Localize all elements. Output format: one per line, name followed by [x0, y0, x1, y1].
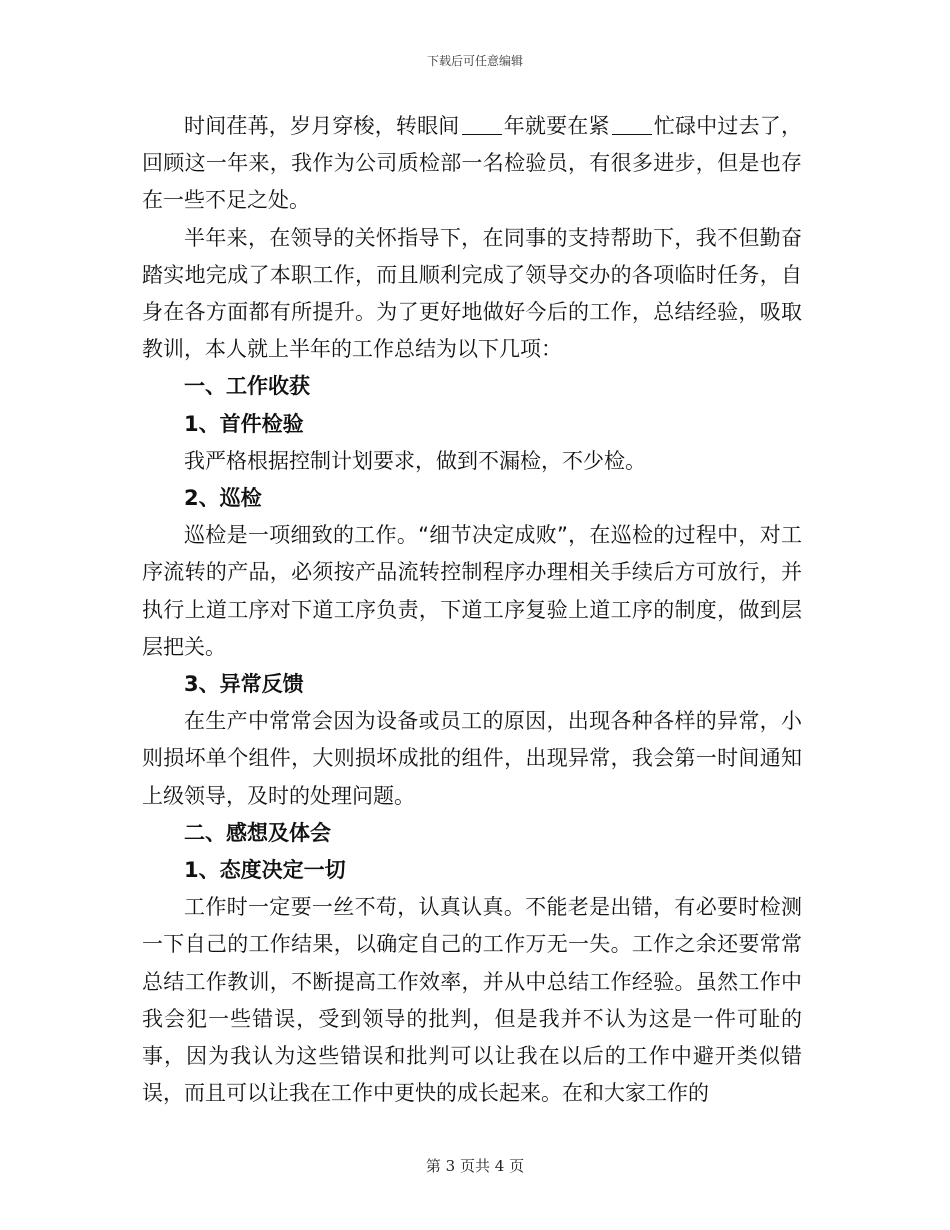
subheading-attitude: 1、态度决定一切 [184, 858, 346, 883]
paragraph-overview: 半年来，在领导的关怀指导下，在同事的支持帮助下，我不但勤奋踏实地完成了本职工作，而且顺利完成了领导交办的各项临时任务，自身在各方面都有所提升。为了更好地做好今后的工作，总结经验，吸取教训，本人就上半年的工作总结为以下几项： [142, 225, 802, 362]
blank-underline-2 [612, 113, 652, 135]
blank-underline-1 [462, 113, 502, 135]
paragraph-intro-part-1: 时间荏苒，岁月穿梭，转眼间 [184, 114, 460, 138]
paragraph-intro-part-3: 忙碌中过去了，回顾这一年来，我作为公司质检部一名检验员，有很多进步，但是也存在一些不足之处。 [142, 114, 803, 213]
subheading-first-inspection: 1、首件检验 [184, 411, 304, 436]
paragraph-first-inspection: 我严格根据控制计划要求，做到不漏检，不少检。 [184, 448, 646, 473]
paragraph-attitude: 工作时一定要一丝不苟，认真认真。不能老是出错，有必要时检测一下自己的工作结果，以确定自己的工作万无一失。工作之余还要常常总结工作教训，不断提高工作效率，并从中总结工作经验。虽然工作中我会犯一些错误，受到领导的批判，但是我并不认为这是一件可耻的事，因为我认为这些错误和批判可以让我在以后的工作中避开类似错误，而且可以让我在工作中更快的成长起来。在和大家工作的 [142, 895, 802, 1106]
document-body [142, 108, 802, 1112]
paragraph-intro [142, 108, 802, 220]
subheading-exception-feedback: 3、异常反馈 [184, 672, 304, 697]
section-heading-reflections: 二、感想及体会 [184, 820, 331, 845]
page-footer: 第 3 页共 4 页 [425, 1157, 525, 1175]
paragraph-intro-part-2: 年就要在紧 [503, 114, 610, 138]
paragraph-exception-feedback: 在生产中常常会因为设备或员工的原因，出现各种各样的异常，小则损坏单个组件，大则损坏成批的组件，出现异常，我会第一时间通知上级领导，及时的处理问题。 [142, 709, 802, 808]
page-header: 下载后可任意编辑 [426, 54, 523, 68]
section-heading-gains: 一、工作收获 [184, 374, 310, 399]
subheading-patrol-inspection: 2、巡检 [184, 486, 262, 511]
paragraph-patrol-inspection: 巡检是一项细致的工作。“细节决定成败”，在巡检的过程中，对工序流转的产品，必须按产品流转控制程序办理相关手续后方可放行，并执行上道工序对下道工序负责，下道工序复验上道工序的制度，做到层层把关。 [142, 523, 802, 659]
